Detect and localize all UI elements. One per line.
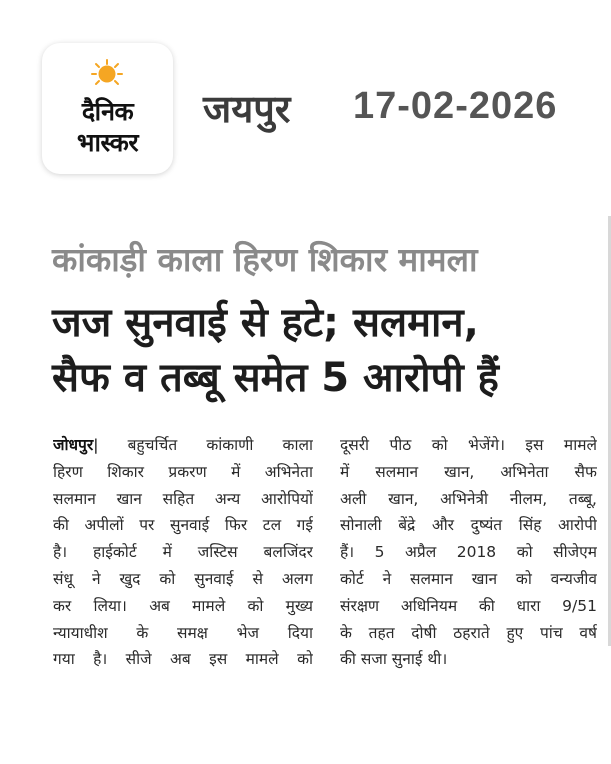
body-line: संधू ने खुद को सुनवाई से अलग: [53, 569, 313, 588]
article-column-left: जोधपुर| बहुचर्चित कांकाणी काला हिरण शिकार प्रकरण में अभिनेता सलमान खान सहित अन्य आरोपियों की अपीलों पर सुनवाई फिर टल गई है। हाईकोर्ट में जस्टिस बलजिंदर संधू ने खुद को सुनवाई से अलग कर लिया। अब मामले को मुख्य न्यायाधीश के समक्ष भेज दिया गया है। सीजे अब इस मामले को: [53, 432, 313, 673]
body-line: अली खान, अभिनेत्री नीलम, तब्बू,: [340, 489, 597, 508]
edition-date: 17-02-2026: [353, 85, 558, 127]
body-line: में सलमान खान, अभिनेता सैफ: [340, 462, 597, 481]
logo-text-bhaskar: भास्कर: [76, 128, 139, 157]
headline-line: जज सुनवाई से हटे; सलमान,: [52, 300, 479, 346]
sun-icon: [90, 59, 124, 89]
body-line: संरक्षण अधिनियम की धारा 9/51: [340, 596, 597, 615]
body-line: की अपीलों पर सुनवाई फिर टल गई: [53, 516, 313, 535]
dainik-bhaskar-logo[interactable]: [42, 43, 173, 174]
body-line: हैं। 5 अप्रैल 2018 को सीजेएम: [340, 543, 597, 562]
body-line: न्यायाधीश के समक्ष भेज दिया: [53, 623, 313, 642]
header: [0, 0, 611, 215]
body-line: बहुचर्चित कांकाणी काला: [127, 436, 313, 454]
body-line: सोनाली बेंद्रे और दुष्यंत सिंह आरोपी: [340, 516, 597, 535]
body-line: की सजा सुनाई थी।: [340, 650, 448, 669]
headline-line: सैफ व तब्बू समेत 5 आरोपी हैं: [52, 355, 499, 401]
body-line: दूसरी पीठ को भेजेंगे। इस मामले: [340, 436, 597, 454]
edition-city: जयपुर: [203, 87, 291, 131]
article-kicker: कांकाड़ी काला हिरण शिकार मामला: [52, 240, 478, 279]
logo-text-dainik: दैनिक: [81, 97, 134, 126]
article-column-right: [340, 432, 597, 673]
article-headline: [52, 296, 608, 406]
body-line: कर लिया। अब मामले को मुख्य: [53, 596, 313, 615]
dateline: जोधपुर: [53, 436, 94, 454]
body-line: कोर्ट ने सलमान खान को वन्यजीव: [340, 569, 597, 588]
body-line: गया है। सीजे अब इस मामले को: [53, 650, 313, 669]
body-line: सलमान खान सहित अन्य आरोपियों: [53, 489, 313, 508]
body-line: है। हाईकोर्ट में जस्टिस बलजिंदर: [53, 543, 313, 562]
body-line: हिरण शिकार प्रकरण में अभिनेता: [53, 462, 313, 481]
body-line: के तहत दोषी ठहराते हुए पांच वर्ष: [340, 623, 597, 642]
